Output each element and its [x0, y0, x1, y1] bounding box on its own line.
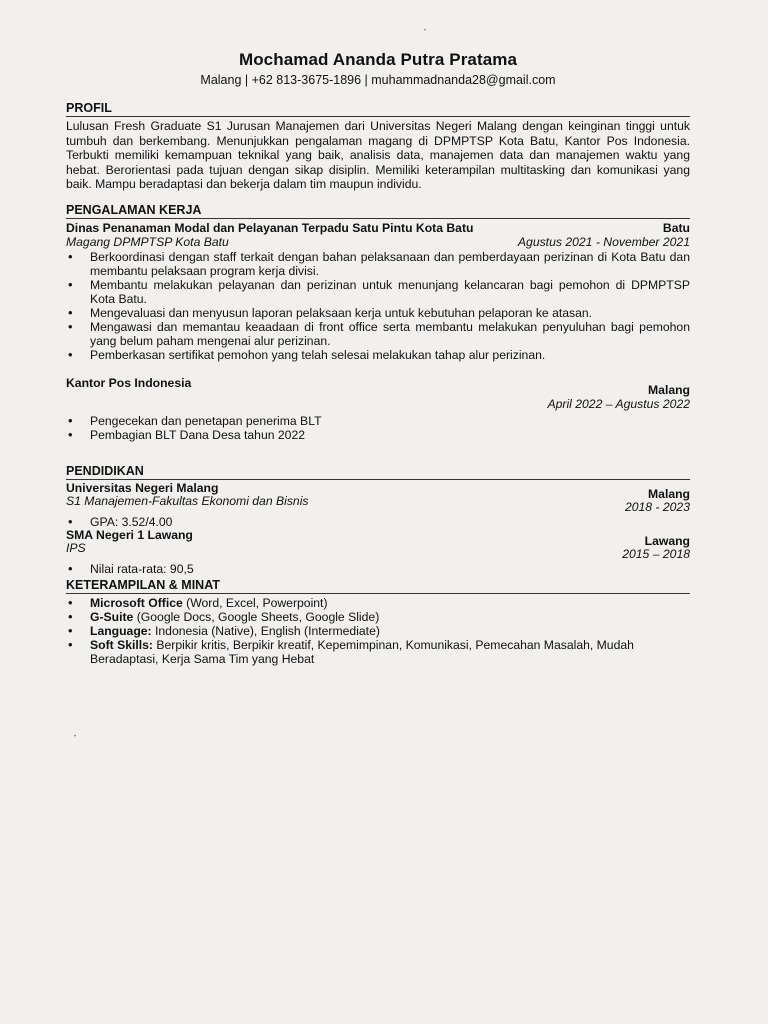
list-item: • Pemberkasan sertifikat pemohon yang telah selesai melakukan tahap alur perizinan.: [66, 348, 690, 362]
profile-text: Lulusan Fresh Graduate S1 Jurusan Manajemen dari Universitas Negeri Malang dengan keinginan tinggi untuk tumbuh dan berkembang. Menunjukkan pengalaman magang di DPMPTSP Kota Batu, Kantor Pos Indonesia. Terbukti memiliki kemampuan teknikal yang baik, analisis data, manajemen data dan manajemen waktu yang hebat. Berorientasi pada tujuan dengan sikap disiplin. Memiliki keterampilan multitasking dan komunikasi yang baik. Mampu beradaptasi dan bekerja dalam tim maupun individu.: [66, 119, 690, 191]
job-period: Agustus 2021 - November 2021: [517, 235, 690, 249]
list-item: [66, 638, 690, 666]
edu-program: S1 Manajemen-Fakultas Ekonomi dan Bisnis: [66, 494, 309, 508]
scan-speck: •: [424, 28, 427, 34]
edu-location: Malang: [648, 486, 690, 501]
resume-header: [66, 50, 690, 87]
edu-period: 2018 - 2023: [624, 500, 690, 514]
job-kantor-pos: [66, 376, 690, 442]
job-dpmptsp: [66, 221, 690, 362]
list-item: • Pengecekan dan penetapan penerima BLT: [66, 414, 690, 428]
list-item: • Berkoordinasi dengan staff terkait dengan bahan pelaksanaan dan pemberdayaan perizinan di Kota Batu dan membantu pelaksaan program kerja divisi.: [66, 250, 690, 278]
list-item: • Mengevaluasi dan menyusun laporan pelaksaan kerja untuk kebutuhan pelaporan ke atasan.: [66, 306, 690, 320]
skills-section: [66, 578, 690, 666]
job-header: [66, 221, 690, 236]
skill-text: (Google Docs, Google Sheets, Google Slide): [133, 609, 380, 624]
skill-label: Soft Skills:: [90, 637, 153, 652]
education-item-university: [66, 482, 690, 529]
list-item: • Membantu melakukan pelayanan dan perizinan untuk menunjang kelancaran bagi pemohon di DPMPTSP Kota Batu.: [66, 278, 690, 306]
edu-school: SMA Negeri 1 Lawang: [66, 527, 193, 542]
list-item: • Mengawasi dan memantau keaadaan di front office serta membantu melakukan penyuluhan bagi pemohon yang belum paham mengenai alur perizinan.: [66, 320, 690, 348]
education-item-highschool: [66, 529, 690, 576]
skills-list: [66, 596, 690, 666]
job-period: April 2022 – Agustus 2022: [547, 397, 690, 411]
job-org: Kantor Pos Indonesia: [66, 375, 192, 390]
job-subheader: [66, 235, 690, 250]
job-location: Malang: [648, 382, 690, 397]
job-bullets: [66, 414, 690, 442]
skill-label: G-Suite: [90, 609, 134, 624]
edu-details: [66, 515, 690, 529]
education-section: [66, 464, 690, 576]
job-location: Batu: [662, 220, 690, 235]
skills-title: KETERAMPILAN & MINAT: [66, 578, 690, 594]
edu-program: IPS: [66, 541, 86, 555]
skill-text: Berpikir kritis, Berpikir kreatif, Kepemimpinan, Komunikasi, Pemecahan Masalah, Mudah Beradaptasi, Kerja Sama Tim yang Hebat: [90, 637, 634, 666]
edu-header: [66, 482, 690, 515]
edu-location: Lawang: [644, 533, 690, 548]
profile-section: [66, 101, 690, 192]
list-item: [66, 624, 690, 638]
experience-title: PENGALAMAN KERJA: [66, 203, 690, 219]
list-item: [66, 596, 690, 610]
job-role: Magang DPMPTSP Kota Batu: [66, 235, 229, 249]
job-header: [66, 376, 690, 412]
list-item: • Pembagian BLT Dana Desa tahun 2022: [66, 428, 690, 442]
profile-title: PROFIL: [66, 101, 690, 117]
candidate-name: Mochamad Ananda Putra Pratama: [238, 50, 518, 69]
edu-header: [66, 529, 690, 562]
list-item: [66, 610, 690, 624]
list-item: • Nilai rata-rata: 90,5: [66, 562, 690, 576]
skill-label: Microsoft Office: [90, 595, 183, 610]
skill-label: Language:: [90, 623, 152, 638]
skill-text: Indonesia (Native), English (Intermediate): [151, 623, 380, 638]
job-meta: [547, 376, 690, 412]
contact-line: Malang | +62 813-3675-1896 | muhammadnanda28@gmail.com: [200, 73, 556, 87]
edu-period: 2015 – 2018: [622, 547, 690, 561]
job-bullets: [66, 250, 690, 362]
edu-school: Universitas Negeri Malang: [66, 480, 219, 495]
experience-section: [66, 203, 690, 442]
list-item: • GPA: 3.52/4.00: [66, 515, 690, 529]
edu-details: [66, 562, 690, 576]
scan-speck: •: [74, 734, 77, 740]
education-title: PENDIDIKAN: [66, 464, 690, 480]
job-org: Dinas Penanaman Modal dan Pelayanan Terpadu Satu Pintu Kota Batu: [66, 220, 474, 235]
skill-text: (Word, Excel, Powerpoint): [182, 595, 328, 610]
